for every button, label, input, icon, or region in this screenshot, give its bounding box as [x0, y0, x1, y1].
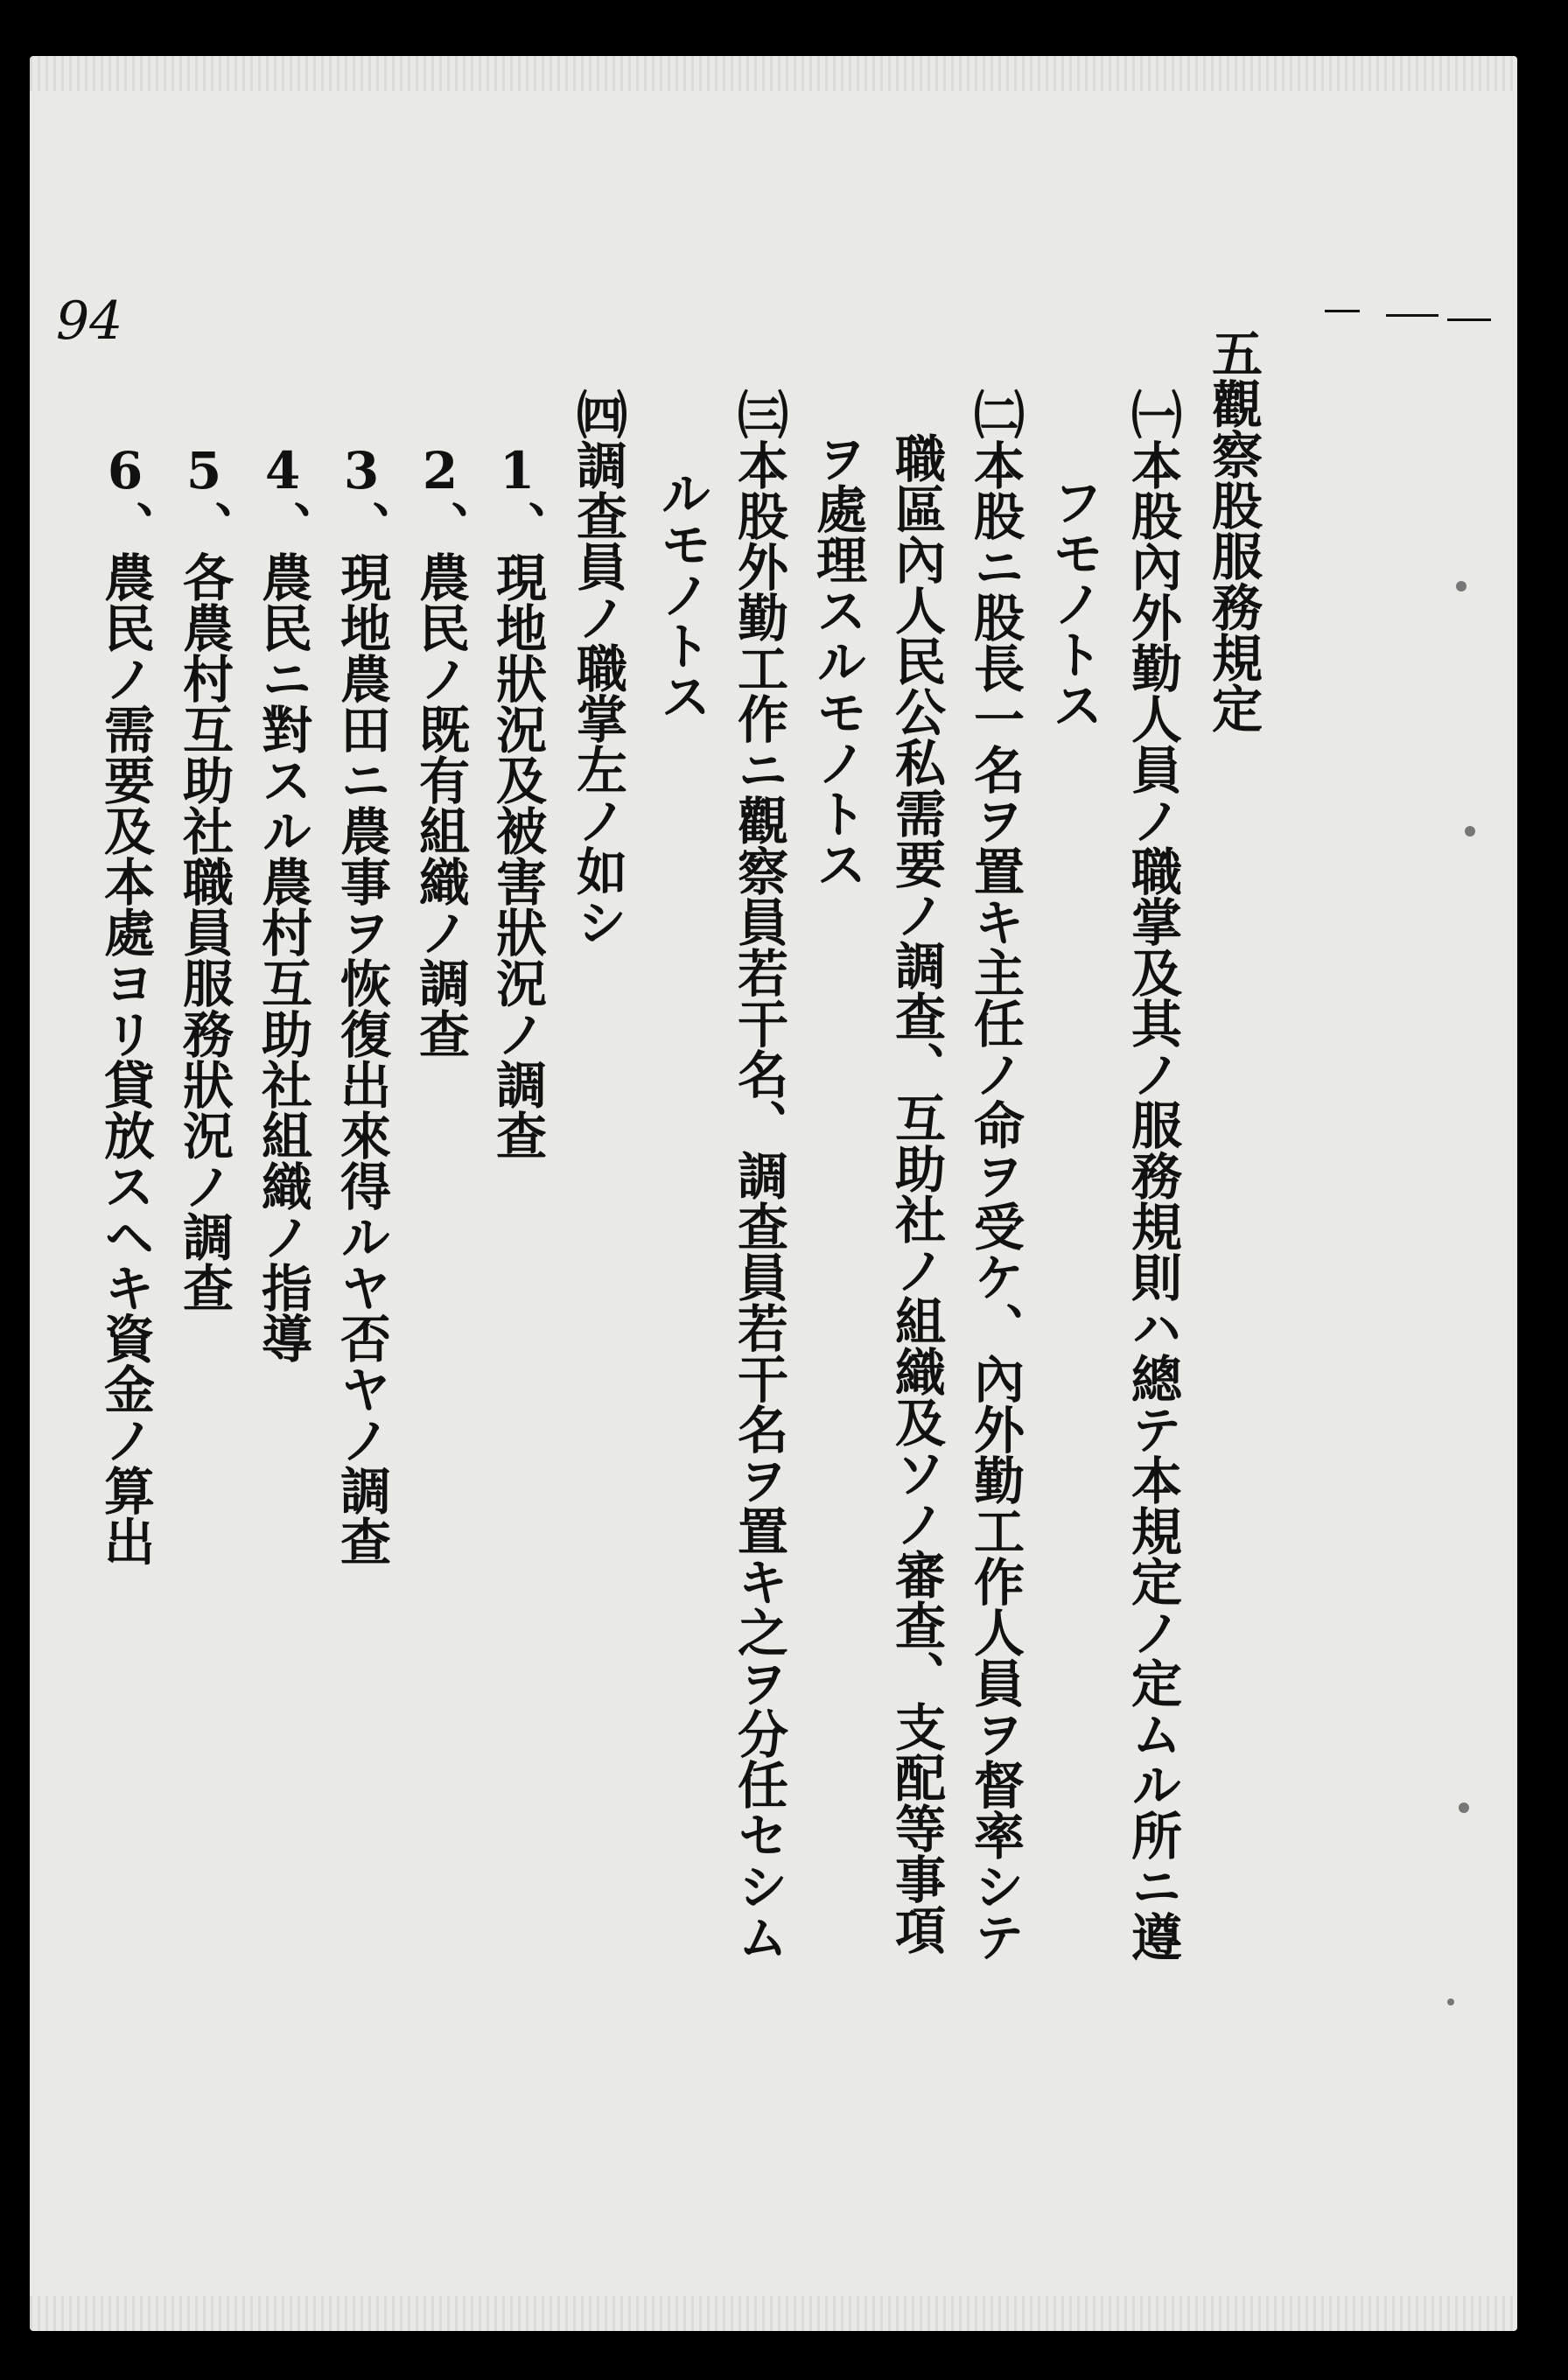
text-column: ㈣調查員ノ職掌左ノ如シ	[568, 388, 627, 947]
text-column: ㈢本股外勤工作ニ觀察員若干名、調查員若干名ヲ置キ之ヲ分任セシム	[729, 388, 788, 1962]
section-heading: 五觀察股服務規定	[1203, 327, 1263, 733]
text-column: フモノトス	[1044, 476, 1103, 730]
text-column: ㈡本股ニ股長一名ヲ置キ主任ノ命ヲ受ケ、內外勤工作人員ヲ督率シテ	[965, 388, 1025, 1962]
text-column: ルモノトス	[652, 467, 711, 721]
list-item: 2、農民ノ既有組織ノ調查	[410, 441, 470, 1059]
list-item: 1、現地狀況及被害狀況ノ調查	[487, 441, 547, 1160]
ink-speck	[1447, 1998, 1454, 2006]
list-item: 5、各農村互助社職員服務狀況ノ調查	[174, 441, 234, 1312]
handwritten-page-mark: 94	[56, 290, 123, 352]
list-item: 3、現地農田ニ農事ヲ恢復出來得ルヤ否ヤノ調查	[332, 441, 391, 1566]
list-item: 4、農民ニ對スル農村互助社組織ノ指導	[253, 441, 312, 1363]
ink-speck	[1456, 581, 1466, 592]
text-column: ㈠本股內外勤人員ノ職掌及其ノ服務規則ハ總テ本規定ノ定ムル所ニ遵	[1123, 388, 1182, 1962]
margin-dash	[1447, 318, 1491, 321]
ink-speck	[1459, 1802, 1469, 1813]
document-page	[30, 56, 1517, 2331]
margin-dash	[1386, 314, 1438, 317]
text-column: ヲ處理スルモノトス	[808, 432, 867, 889]
top-edge-noise	[30, 56, 1517, 91]
ink-speck	[1465, 826, 1475, 836]
text-column: 職區內人民公私需要ノ調查、互助社ノ組織及ソノ審查、支配等事項	[886, 432, 946, 1955]
list-item: 6、農民ノ需要及本處ヨリ貸放スヘキ資金ノ算出	[95, 441, 155, 1566]
margin-dash	[1325, 310, 1360, 312]
bottom-edge-noise	[30, 2296, 1517, 2331]
